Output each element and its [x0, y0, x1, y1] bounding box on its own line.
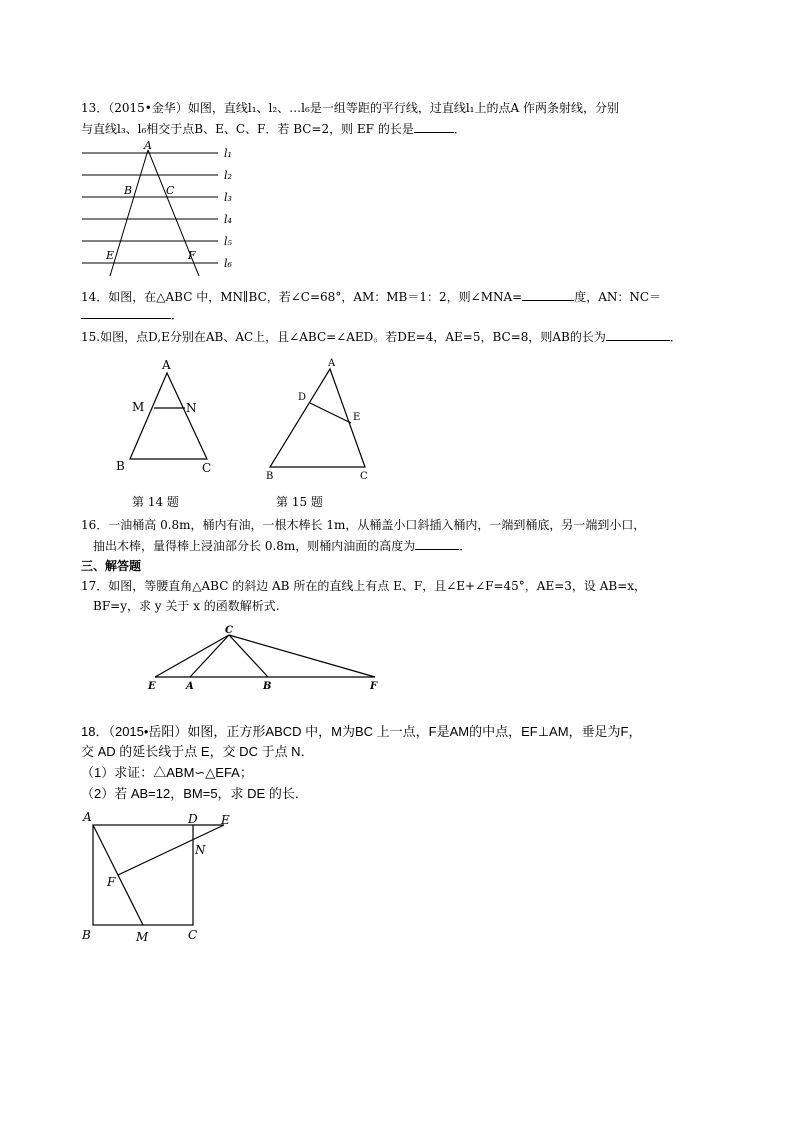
q17-label-E: E [148, 681, 156, 692]
q14-text: 14．如图，在△ABC 中，MN∥BC，若∠C=68°，AM：MB＝1：2，则∠MNA= [81, 290, 523, 304]
q18-label-D: D [188, 812, 198, 826]
q14-caption: 第 14 题 [132, 495, 179, 509]
q18-label-C: C [188, 928, 198, 942]
q13-end: ． [453, 122, 466, 136]
q15-caption: 第 15 题 [276, 495, 323, 509]
q16-line1: 16．一油桶高 0.8m，桶内有油，一根木棒长 1m，从桶盖小口斜插入桶内，一端到桶底，另一端到小口， [81, 518, 646, 532]
q18-label-A: A [83, 810, 92, 824]
q14-angle-blank [522, 287, 574, 301]
q18-part2: （2）若 AB=12，BM=5，求 DE 的长． [81, 786, 308, 801]
q18-label-M: M [136, 930, 149, 944]
q14-label-B: B [116, 459, 125, 473]
q13-label-l5: l₅ [224, 235, 232, 248]
q18-label-B: B [82, 928, 91, 942]
q16-answer-blank [415, 536, 459, 550]
q13-label-F: F [188, 249, 196, 262]
q17-segment-CF [229, 635, 375, 677]
q13-label-A: A [144, 139, 152, 152]
q17-segment-CA [190, 635, 229, 677]
q15-triangle-ABC [270, 369, 365, 467]
q15-label-A: A [328, 358, 336, 369]
q14-label-A: A [162, 358, 171, 372]
q14-ratio-blank [81, 305, 171, 319]
section-title: 三、解答题 [81, 559, 142, 573]
q17-line2: BF=y，求 y 关于 x 的函数解析式. [93, 599, 280, 613]
q14-line1 [81, 287, 661, 306]
q18-label-E: E [221, 813, 230, 827]
q18-line2: 交 AD 的延长线于点 E，交 DC 于点 N． [81, 744, 314, 759]
q13-answer-blank [414, 119, 454, 133]
q14-q15-figures [110, 350, 390, 515]
q17-segment-CB [229, 635, 268, 677]
q16-line2-text: 抽出木棒，量得棒上浸油部分长 0.8m，则桶内油面的高度为 [93, 539, 416, 553]
q13-label-E: E [106, 249, 115, 262]
q17-label-A: A [186, 681, 194, 692]
q13-line2-text: 与直线l₃、l₆相交于点B、E、C、F．若 BC=2，则 EF 的长是 [81, 122, 414, 136]
q17-label-B: B [263, 681, 272, 692]
q18-label-F: F [107, 875, 116, 889]
q15-end: ． [669, 330, 682, 344]
q13-label-l1: l₁ [224, 147, 232, 160]
q17-label-F: F [370, 681, 378, 692]
q13-label-l2: l₂ [224, 169, 232, 182]
q18-figure [80, 808, 240, 948]
q15-line1 [81, 327, 682, 346]
q14-mid: 度，AN：NC＝ [574, 290, 662, 304]
q18-segment-FE [118, 825, 224, 875]
q17-figure [140, 622, 390, 694]
q13-label-l4: l₄ [224, 213, 232, 226]
q17-label-C: C [225, 625, 233, 636]
q13-label-B: B [124, 184, 133, 197]
q14-line2 [81, 305, 183, 324]
q18-line1: 18．（2015•岳阳）如图，正方形ABCD 中，M为BC 上一点，F是AM的中点，EF⊥AM，垂足为F， [81, 724, 642, 739]
q13-line2 [81, 119, 466, 138]
q13-figure [78, 138, 248, 278]
q18-part1: （1）求证：△ABM∽△EFA； [81, 765, 253, 780]
q14-label-N: N [186, 401, 197, 415]
q13-label-l6: l₆ [224, 257, 232, 270]
q15-label-D: D [298, 392, 307, 403]
q15-label-B: B [266, 471, 274, 482]
q18-label-N: N [195, 843, 206, 857]
q15-answer-blank [606, 327, 670, 341]
q16-line2 [93, 536, 471, 555]
q17-line1: 17．如图，等腰直角△ABC 的斜边 AB 所在的直线上有点 E、F，且∠E+∠F=45°，AE=3，设 AB=x， [81, 579, 647, 593]
q13-line1: 13．（2015•金华）如图，直线l₁、l₂、…l₆是一组等距的平行线，过直线l₁上的点A 作两条射线，分别 [81, 101, 619, 115]
q15-segment-DE [310, 403, 351, 423]
q15-label-C: C [360, 471, 368, 482]
q14-label-M: M [132, 400, 145, 414]
q17-segment-CE [155, 635, 229, 677]
q14-label-C: C [202, 461, 212, 475]
q13-ray-AE [110, 150, 148, 276]
q13-label-l3: l₃ [224, 191, 232, 204]
q14-end: ． [171, 308, 184, 322]
q13-label-C: C [166, 184, 175, 197]
q15-text: 15.如图，点D,E分别在AB、AC上，且∠ABC=∠AED。若DE=4，AE=5，BC=8，则AB的长为 [81, 330, 606, 344]
q14-triangle-ABC [130, 373, 207, 459]
q15-label-E: E [353, 412, 361, 423]
q16-end: ． [459, 539, 472, 553]
